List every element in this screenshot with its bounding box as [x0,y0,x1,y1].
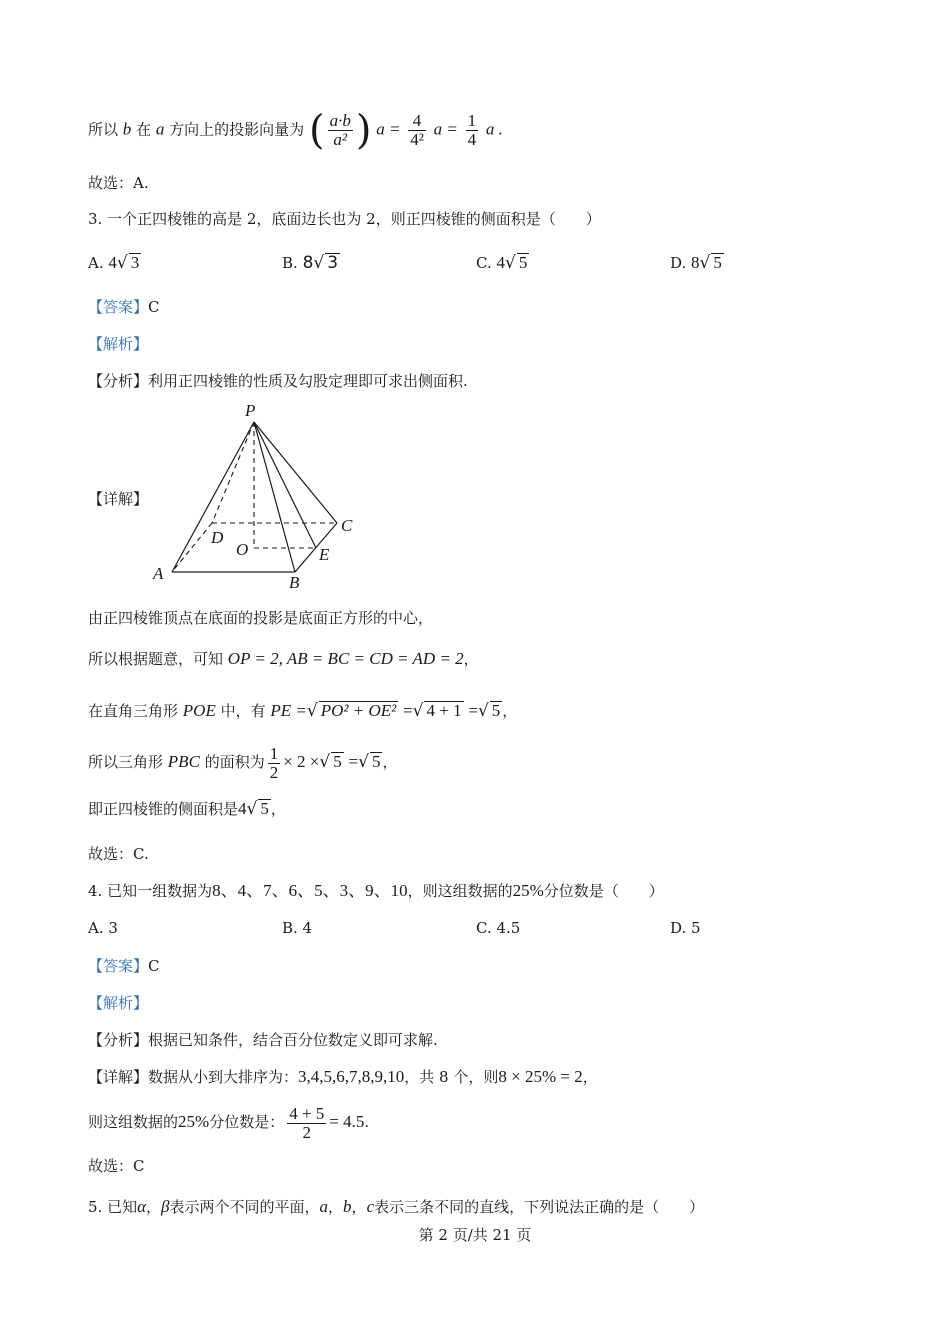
punct: ， [270,800,286,818]
line-c: c [366,1197,375,1216]
q4-stem [88,880,664,902]
radicand: 4 + 1 [426,701,462,720]
sqrt-sign: √ [319,752,331,772]
q4-option-b: B. 4 [282,919,313,937]
equation-part: × 2 × [283,752,320,771]
text: 所以 [88,120,119,139]
coef: 4 [496,253,505,272]
q3-step-2 [88,648,479,670]
calculation: 8 × 25% = 2 [498,1067,583,1086]
answer-value: C [148,298,160,316]
label-d: D [211,528,224,547]
coef: 4 [238,799,247,818]
text: 中，有 [220,702,266,720]
denominator: 2 [302,1122,311,1142]
fraction-1-over-4 [466,112,479,149]
analysis-text: 利用正四棱锥的性质及勾股定理即可求出侧面积. [148,372,468,390]
q4-analysis [88,1029,438,1051]
q3-step-4 [88,740,397,784]
sqrt-sign: √ [116,253,128,273]
option-label: A. [88,254,104,272]
sqrt-sign: √ [313,253,325,273]
edge-pe [254,422,316,548]
pyramid-figure [145,402,375,592]
option-label: C. [476,254,492,272]
analysis-label: 【分析】 [88,372,149,390]
text: 表示三条不同的直线，下列说法正确的是（ ） [374,1198,705,1216]
answer-tag: 【答案】 [88,957,149,975]
equation-part: a = [433,119,458,139]
sorted-data: 3,4,5,6,7,8,9,10 [298,1067,405,1086]
answer-tag: 【答案】 [88,298,149,316]
q4-analysis-tag: 【解析】 [88,994,149,1012]
text: 所以根据题意，可知 [88,650,224,668]
punct: ， [351,1198,367,1216]
text: 分位数是： [209,1113,285,1131]
punct: ， [328,1198,344,1216]
edge-pd-hidden [212,422,254,523]
punct: ， [582,1068,598,1086]
text: 4. 已知一组数据为 [88,882,213,900]
label-o: O [236,540,249,559]
edge-pb [254,422,295,572]
equation: OP = 2, AB = BC = CD = AD = 2 [227,649,464,668]
label-b: B [289,573,300,592]
label-p: P [245,402,256,420]
q4-result [88,1098,369,1146]
text: 的面积为 [204,753,265,771]
line-a: a [319,1197,329,1216]
right-paren: ) [355,107,372,154]
q3-answer [88,296,160,318]
q3-choose: 故选：C. [88,845,149,863]
vector-a: a [155,119,165,139]
analysis-label: 【分析】 [88,1031,149,1049]
text: 在直角三角形 [88,702,179,720]
q5-stem [88,1196,704,1218]
sqrt-sign: √ [358,752,369,772]
text: ，则这组数据的 [407,882,513,900]
text: 则这组数据的 [88,1113,179,1131]
radicand: 5 [491,701,501,720]
q4-answer [88,955,160,977]
sqrt-sign: √ [505,253,516,273]
projection-line [88,107,503,154]
denominator: 4² [410,130,424,149]
edge-pc [254,422,337,523]
text: ，共 8 个，则 [404,1068,499,1086]
q4-detail [88,1066,598,1088]
q3-analysis [88,370,468,392]
result: = 4.5 [329,1112,365,1131]
label-c: C [341,516,353,535]
punct: . [364,1113,370,1131]
equals: = [468,701,478,720]
radicand: 5 [713,253,722,272]
text: 在 [136,120,152,139]
equation-end: a . [485,119,503,139]
radicand: PO² + OE² [320,701,397,720]
numerator: 1 [269,743,279,763]
coef: 8 [691,253,700,272]
numerator: a·b [329,111,351,130]
equals: = [348,752,359,771]
radicand: 3 [130,253,140,272]
denominator: 2 [269,762,279,782]
triangle-name: POE [182,701,216,720]
punct: ， [146,1198,162,1216]
q2-choose: 故选：A. [88,174,149,192]
plane-alpha: α [137,1197,147,1216]
sqrt-sign: √ [477,701,489,721]
vector-b: b [122,119,132,139]
left-paren: ( [308,107,325,154]
line-b: b [343,1197,352,1216]
label-e: E [319,545,330,564]
edge-da-hidden [172,523,212,572]
text: 5. 已知 [88,1198,138,1216]
numerator: 4 [408,112,426,131]
radicand: 3 [327,253,339,273]
q3-stem: 3. 一个正四棱锥的高是 2，底面边长也为 2，则正四棱锥的侧面积是（ ） [88,210,601,228]
q3-analysis-tag: 【解析】 [88,335,149,353]
fraction-mean [287,1105,326,1142]
text: 分位数是（ ） [543,882,664,900]
percent: 25% [178,1112,210,1131]
q3-option-d [670,252,724,274]
numerator: 4 + 5 [289,1103,325,1123]
q3-detail-label: 【详解】 [88,490,149,508]
fraction-half [268,745,281,782]
text: 表示两个不同的平面， [169,1198,320,1216]
q3-step-1: 由正四棱锥顶点在底面的投影是底面正方形的中心， [88,609,434,627]
sqrt-sign: √ [699,253,711,273]
denominator: 4 [467,130,477,149]
q3-option-a [88,252,141,274]
radicand: 5 [518,253,528,272]
radicand: 5 [260,799,269,818]
q4-option-a: A. 3 [88,919,118,937]
sqrt-sign: √ [412,701,424,721]
percent: 25% [512,881,544,900]
text: 方向上的投影向量为 [169,120,305,139]
equals: = [403,701,413,720]
coef: 8 [302,253,314,273]
q4-option-c: C. 4.5 [476,919,521,937]
triangle-name: PBC [167,752,200,771]
punct: ， [502,702,518,720]
denominator: a² [333,130,347,149]
text: 数据从小到大排序为： [148,1068,299,1086]
text: 所以三角形 [88,753,164,771]
punct: ， [463,650,479,668]
option-label: D. [670,254,687,272]
fraction-4-over-16 [408,112,426,149]
answer-value: C [148,957,160,975]
q3-step-5 [88,798,286,820]
radicand: 5 [371,752,381,771]
page-footer: 第 2 页/共 21 页 [418,1226,532,1244]
radicand: 5 [333,752,342,771]
label-a: A [153,564,164,583]
q3-step-3 [88,700,517,722]
q4-choose: 故选：C [88,1157,145,1175]
plane-beta: β [161,1197,170,1216]
data-list: 8、4、7、6、5、3、9、10 [212,881,408,900]
numerator: 1 [467,111,477,130]
punct: ， [382,753,398,771]
q3-option-c [476,252,529,274]
sqrt-sign: √ [306,701,318,721]
equation-part: PE = [270,701,307,720]
q4-option-d: D. 5 [670,919,701,937]
q3-option-b [282,252,340,274]
sqrt-sign: √ [246,799,258,819]
fraction-dot-over-square [328,112,353,149]
coef: 4 [108,253,117,272]
equation-part: a = [376,119,401,139]
text: 即正四棱锥的侧面积是 [88,800,239,818]
option-label: B. [282,254,298,272]
detail-label: 【详解】 [88,1068,149,1086]
analysis-text: 根据已知条件，结合百分位数定义即可求解. [148,1031,438,1049]
